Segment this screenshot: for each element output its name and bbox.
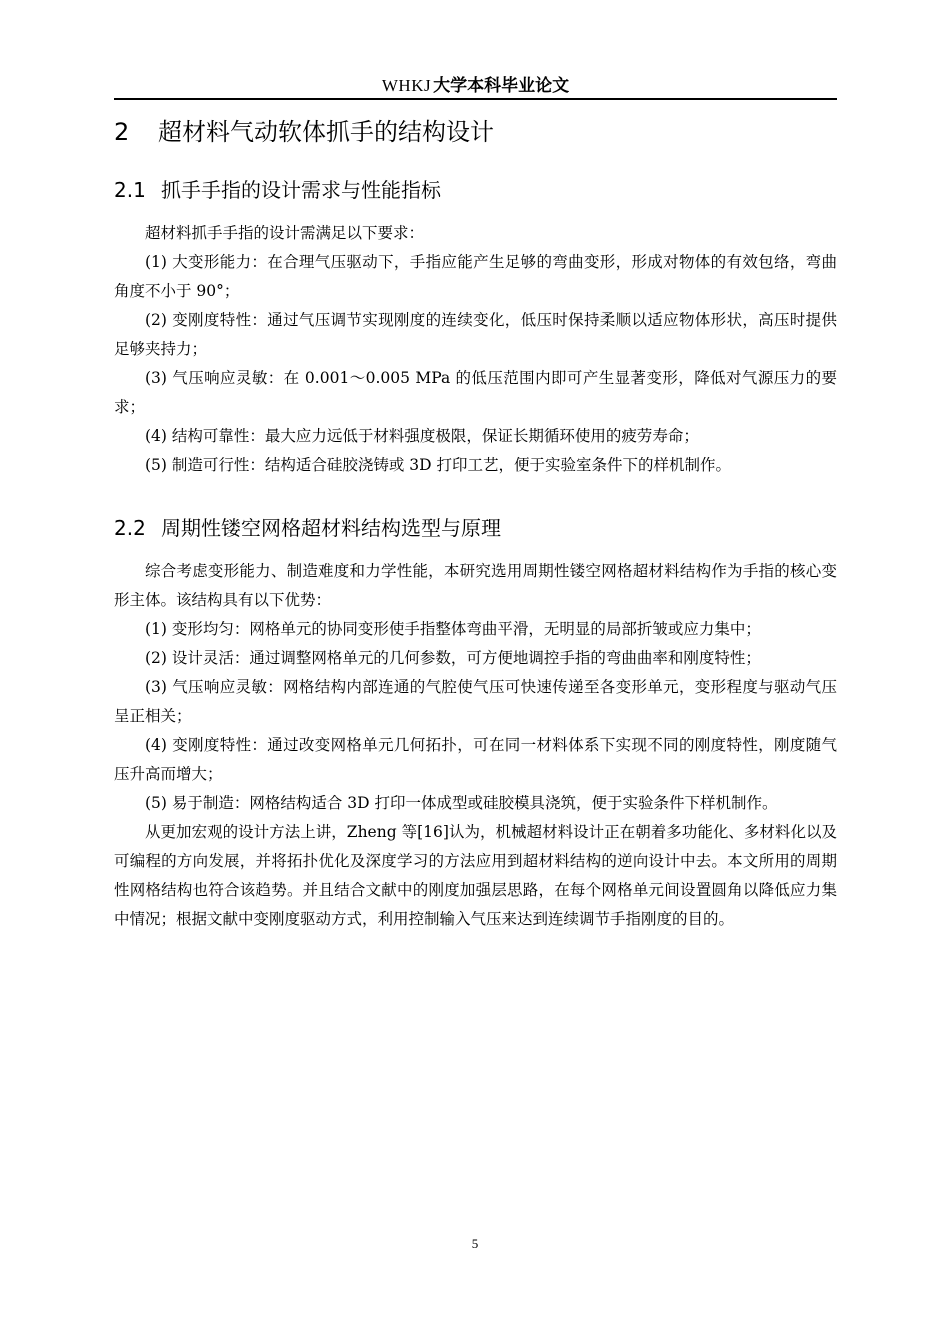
paragraph: (3) 气压响应灵敏：在 0.001～0.005 MPa 的低压范围内即可产生显著变形，降低对气源压力的要求； [114,369,837,416]
chapter-title: 超材料气动软体抓手的结构设计 [158,118,494,146]
paragraph: (3) 气压响应灵敏：网格结构内部连通的气腔使气压可快速传递至各变形单元，变形程度与驱动气压呈正相关； [114,678,837,725]
paragraph: (1) 大变形能力：在合理气压驱动下，手指应能产生足够的弯曲变形，形成对物体的有效包络，弯曲角度不小于 90°； [114,253,837,300]
section-heading-2-2 [114,512,501,544]
header-divider [114,98,837,100]
header-code: WHKJ [381,76,432,95]
paragraph: (4) 结构可靠性：最大应力远低于材料强度极限，保证长期循环使用的疲劳寿命； [145,427,699,445]
paragraph: 从更加宏观的设计方法上讲，Zheng 等[16]认为，机械超材料设计正在朝着多功能化、多材料化以及可编程的方向发展，并将拓扑优化及深度学习的方法应用到超材料结构的逆向设计中去。本文所用的周期性网格结构也符合该趋势。并且结合文献中的刚度加强层思路，在每个网格单元间设置圆角以降低应力集中情况；根据文献中变刚度驱动方式，利用控制输入气压来达到连续调节手指刚度的目的。 [114,823,837,928]
header-university: 大学本科毕业论文 [433,76,570,96]
chapter-heading [114,112,494,152]
section-title: 抓手手指的设计需求与性能指标 [161,178,441,202]
page-number: 5 [471,1236,479,1251]
paragraph: (4) 变刚度特性：通过改变网格单元几何拓扑，可在同一材料体系下实现不同的刚度特性，刚度随气压升高而增大； [114,736,837,783]
section-2-2-body [114,557,837,934]
paragraph: (2) 设计灵活：通过调整网格单元的几何参数，可方便地调控手指的弯曲曲率和刚度特性； [145,649,761,667]
section-2-1-body [114,219,837,480]
paragraph: 超材料抓手手指的设计需满足以下要求： [145,224,425,242]
paragraph: 综合考虑变形能力、制造难度和力学性能，本研究选用周期性镂空网格超材料结构作为手指的核心变形主体。该结构具有以下优势： [114,562,837,609]
paragraph: (5) 制造可行性：结构适合硅胶浇铸或 3D 打印工艺，便于实验室条件下的样机制作。 [145,456,732,474]
paragraph: (5) 易于制造：网格结构适合 3D 打印一体成型或硅胶模具浇筑，便于实验条件下样机制作。 [145,794,778,812]
page-header [114,74,837,98]
chapter-number: 2 [114,118,130,146]
paragraph: (1) 变形均匀：网格单元的协同变形使手指整体弯曲平滑，无明显的局部折皱或应力集中； [145,620,761,638]
section-heading-2-1 [114,174,441,206]
section-number: 2.1 [114,178,146,202]
section-number: 2.2 [114,516,146,540]
paragraph: (2) 变刚度特性：通过气压调节实现刚度的连续变化，低压时保持柔顺以适应物体形状，高压时提供足够夹持力； [114,311,837,358]
section-title: 周期性镂空网格超材料结构选型与原理 [161,516,501,540]
